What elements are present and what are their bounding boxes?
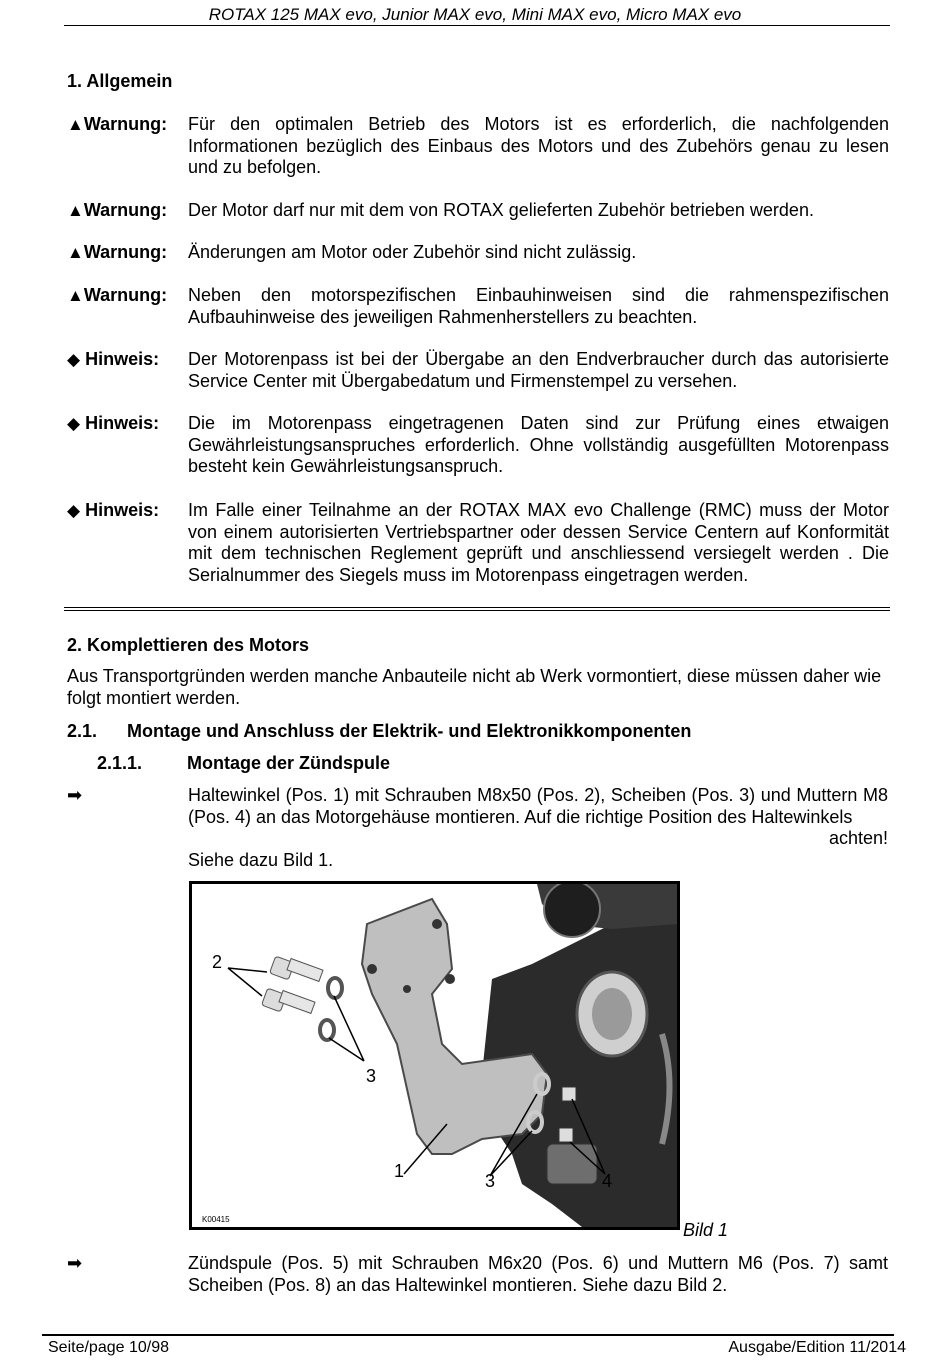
footer-page: Seite/page 10/98 [48,1339,169,1356]
diamond-icon: ◆ [67,414,81,433]
note-label: Warnung: [83,285,168,305]
hint-note-1 [67,349,889,392]
screw-upper [270,956,324,981]
callout-1: 1 [394,1161,405,1181]
figure-code: K00415 [202,1215,230,1224]
throttle-part [544,884,600,937]
warning-triangle-icon: ▲ [67,201,84,220]
nut [559,1128,573,1142]
step-1-tail: achten! [828,828,888,848]
diamond-icon: ◆ [67,501,81,520]
note-text: Der Motorenpass ist bei der Übergabe an den Endverbraucher durch das autorisierte Service Center mit Übergabedatum und Firmenstempel zu versehen. [188,349,889,391]
diamond-icon: ◆ [67,350,81,369]
step-1-text [188,785,888,871]
step-arrow-icon: ➡ [67,785,83,805]
section-2-intro: Aus Transportgründen werden manche Anbauteile nicht ab Werk vormontiert, diese müssen daher wie folgt montiert werden. [67,666,882,708]
note-text: Im Falle einer Teilnahme an der ROTAX MAX evo Challenge (RMC) muss der Motor von einem autorisierten Vertriebspartner oder dessen Service Centern auf Konformität mit dem technischen Reglement geprüft und anschliessend versiegelt werden . Die Serialnummer des Siegels muss im Motorenpass eingetragen werden. [188,500,889,585]
footer-rule [42,1334,894,1336]
note-text: Für den optimalen Betrieb des Motors ist es erforderlich, die nachfolgenden Informationen bezüglich des Einbaus des Motors und des Zubehörs genau zu lesen und zu befolgen. [188,114,889,177]
step-arrow-icon: ➡ [67,1253,83,1273]
bracket-assembly-drawing [192,884,677,1227]
figure-caption: Bild 1 [683,1220,729,1240]
bracket-hole [445,974,455,984]
callout-3b: 3 [485,1171,496,1191]
screw-lower [262,988,316,1013]
header-rule [64,25,890,26]
bracket-hole [403,985,411,993]
intake-bore [592,988,632,1040]
subsubsection-number: 2.1.1. [97,753,143,773]
note-text: Der Motor darf nur mit dem von ROTAX gelieferten Zubehör betrieben werden. [188,200,814,220]
callout-2: 2 [212,952,223,972]
step-1-main: Haltewinkel (Pos. 1) mit Schrauben M8x50 (Pos. 2), Scheiben (Pos. 3) und Muttern M8 (Pos. 4) an das Motorgehäuse montieren. Auf die richtige Position des Haltewinkels [188,785,888,827]
warning-triangle-icon: ▲ [67,115,84,134]
note-label: Warnung: [83,114,168,134]
subsection-title: Montage und Anschluss der Elektrik- und Elektronikkomponenten [127,721,692,741]
washer [320,1020,334,1040]
bracket-hole [367,964,377,974]
callout-3: 3 [366,1066,377,1086]
note-text: Die im Motorenpass eingetragenen Daten sind zur Prüfung eines etwaigen Gewährleistungsanspruches erforderlich. Ohne vollständig ausgefüllten Motorenpass besteht kein Gewährleistungsanspruch. [188,413,889,476]
section-divider [64,607,890,611]
warning-note-3 [67,242,889,264]
sensor-plug [547,1144,597,1184]
subsubsection-title: Montage der Zündspule [187,753,391,773]
callout-4: 4 [602,1171,613,1191]
warning-note-2 [67,200,889,222]
washer [328,978,342,998]
note-label: Warnung: [83,242,168,262]
note-label: Warnung: [83,200,168,220]
hint-note-3 [67,500,889,586]
warning-triangle-icon: ▲ [67,286,84,305]
warning-note-1 [67,114,889,179]
nut [562,1087,576,1101]
note-label: Hinweis: [80,500,160,520]
section-2-title: 2. Komplettieren des Motors [67,635,310,655]
running-header: ROTAX 125 MAX evo, Junior MAX evo, Mini MAX evo, Micro MAX evo [208,5,742,24]
warning-triangle-icon: ▲ [67,243,84,262]
step-1-reference: Siehe dazu Bild 1. [188,849,334,870]
section-1-title: 1. Allgemein [67,71,173,91]
hint-note-2 [67,413,889,478]
note-label: Hinweis: [80,349,160,369]
bracket-hole [432,919,442,929]
subsection-number: 2.1. [67,721,98,741]
note-text: Neben den motorspezifischen Einbauhinweisen sind die rahmenspezifischen Aufbauhinweise des jeweiligen Rahmenherstellers zu beachten. [188,285,889,327]
note-text: Änderungen am Motor oder Zubehör sind nicht zulässig. [188,242,637,262]
footer-edition: Ausgabe/Edition 11/2014 [728,1339,906,1356]
warning-note-4 [67,285,889,328]
step-2-text: Zündspule (Pos. 5) mit Schrauben M6x20 (Pos. 6) und Muttern M6 (Pos. 7) samt Scheiben (Pos. 8) an das Haltewinkel montieren. Siehe dazu Bild 2. [188,1253,888,1295]
note-label: Hinweis: [80,413,160,433]
figure-bild-1 [189,881,680,1230]
